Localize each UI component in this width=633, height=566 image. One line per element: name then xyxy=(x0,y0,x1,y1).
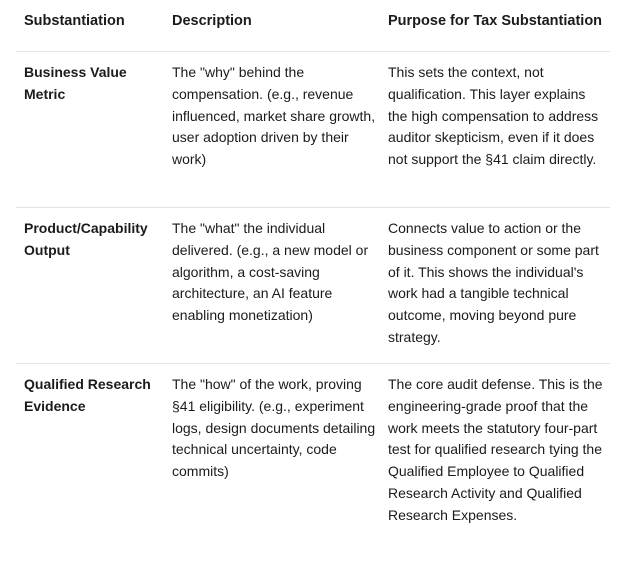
table-header-row xyxy=(16,0,610,52)
table-row xyxy=(16,364,610,554)
substantiation-cell: Qualified Research Evidence xyxy=(24,376,151,414)
table-row xyxy=(16,208,610,364)
purpose-cell: The core audit defense. This is the engineering-grade proof that the work meets the statutory four-part test for qualified research tying the Qualified Employee to Qualified Research Activity and Qualified Research Expenses. xyxy=(388,376,603,523)
substantiation-table xyxy=(16,0,610,554)
description-cell: The "how" of the work, proving §41 eligibility. (e.g., experiment logs, design documents detailing technical uncertainty, code commits) xyxy=(172,376,376,480)
purpose-cell: Connects value to action or the business component or some part of it. This shows the individual's work had a tangible technical outcome, moving beyond pure strategy. xyxy=(388,220,599,345)
description-cell: The "why" behind the compensation. (e.g., revenue influenced, market share growth, user adoption driven by their work) xyxy=(172,64,376,168)
column-header-purpose: Purpose for Tax Substantiation xyxy=(388,13,603,29)
column-header-description: Description xyxy=(172,13,252,29)
substantiation-cell: Product/Capability Output xyxy=(24,220,148,258)
table-row xyxy=(16,52,610,208)
purpose-cell: This sets the context, not qualification. This layer explains the high compensation to address auditor skepticism, even if it does not support the §41 claim directly. xyxy=(388,64,599,168)
column-header-substantiation: Substantiation xyxy=(24,13,125,29)
description-cell: The "what" the individual delivered. (e.g., a new model or algorithm, a cost-saving architecture, an AI feature enabling monetization) xyxy=(172,220,369,324)
substantiation-cell: Business Value Metric xyxy=(24,64,127,102)
